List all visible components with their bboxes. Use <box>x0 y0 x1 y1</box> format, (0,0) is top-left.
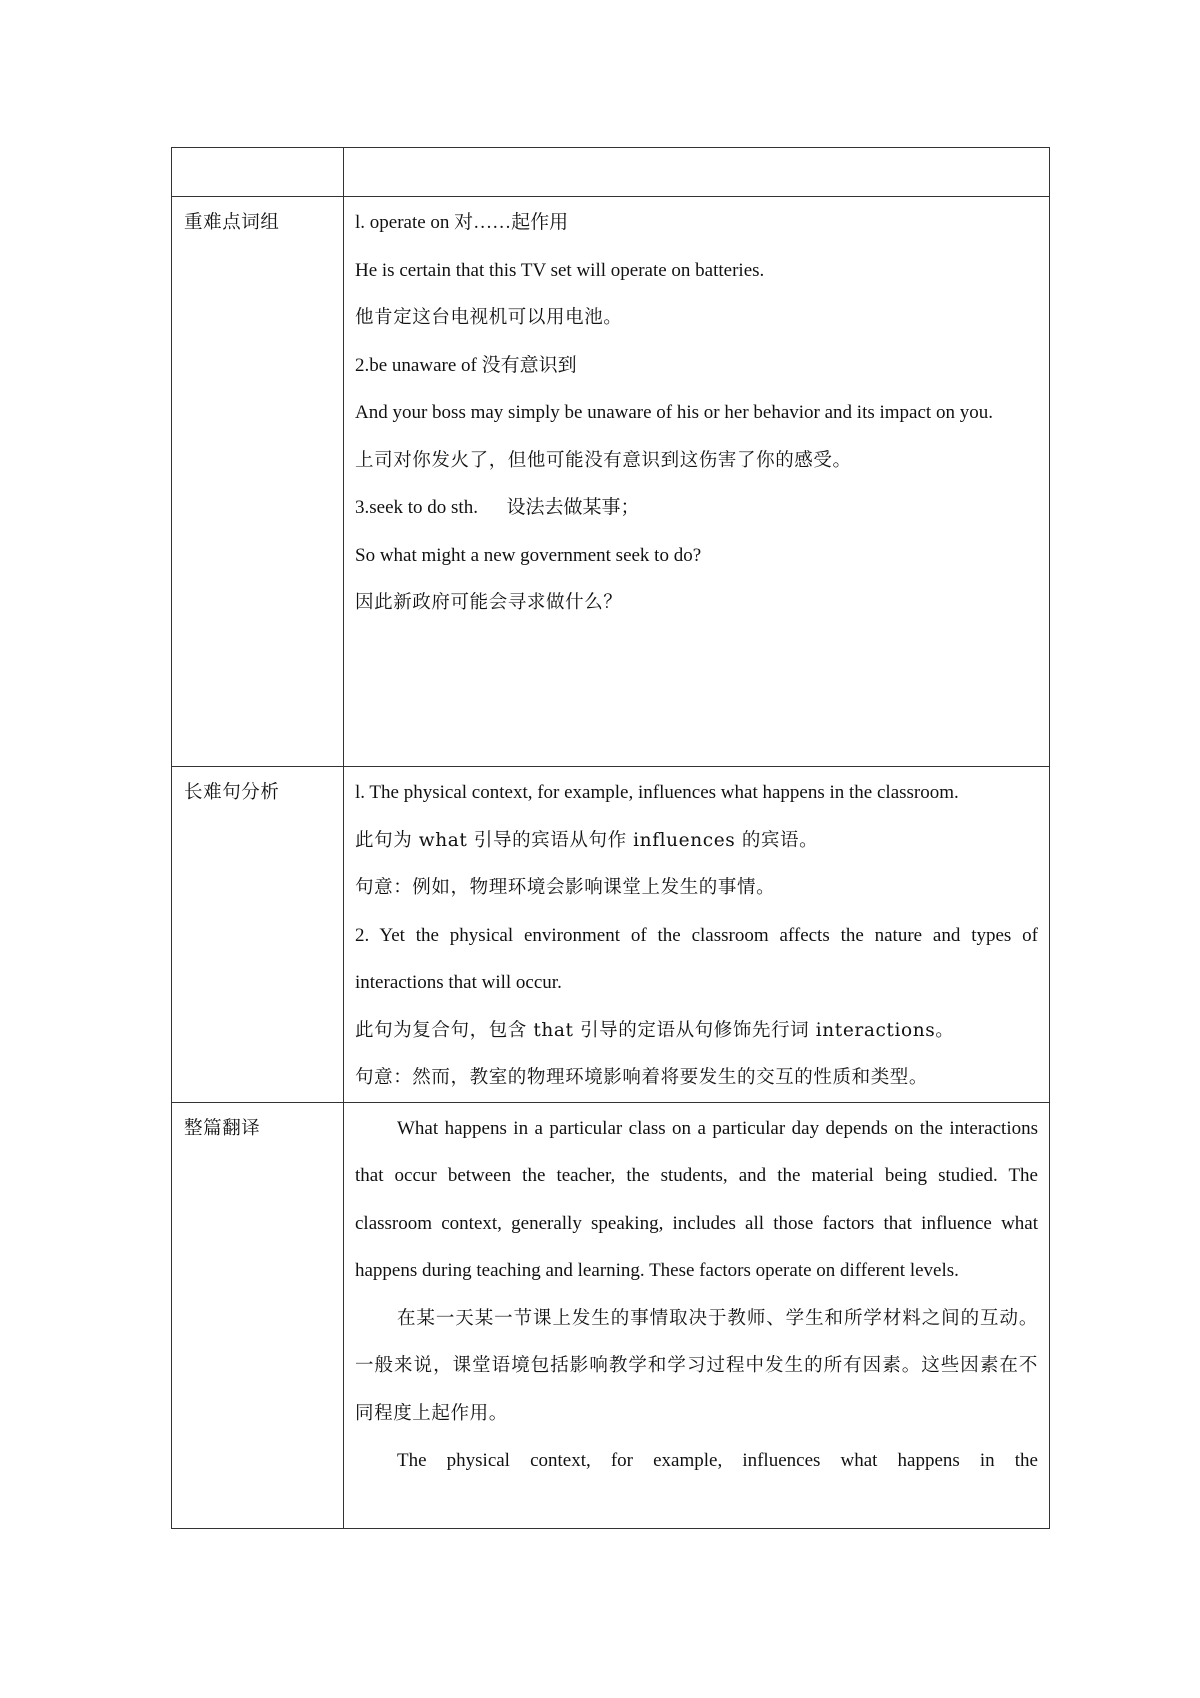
sentence-2-en: 2. Yet the physical environment of the classroom affects the nature and types of interactions that will occur. <box>355 924 1038 993</box>
key-phrases-label-cell <box>172 197 344 767</box>
phrase-3-example-zh: 因此新政府可能会寻求做什么？ <box>355 592 623 613</box>
phrase-1-heading: l. operate on 对……起作用 <box>355 212 569 233</box>
empty-content-cell <box>344 148 1050 197</box>
sentence-2-meaning: 句意：然而，教室的物理环境影响着将要发生的交互的性质和类型。 <box>355 1067 929 1088</box>
difficult-sentences-label: 长难句分析 <box>184 782 280 803</box>
full-translation-content-cell <box>344 1102 1050 1528</box>
phrase-3-example-en: So what might a new government seek to do? <box>355 544 702 566</box>
full-translation-label-cell <box>172 1102 344 1528</box>
difficult-sentences-label-cell <box>172 767 344 1103</box>
sentence-1-meaning: 句意：例如，物理环境会影响课堂上发生的事情。 <box>355 877 776 898</box>
difficult-sentences-content-cell <box>344 767 1050 1103</box>
table-row-key-phrases <box>172 197 1050 767</box>
phrase-2-heading: 2.be unaware of 没有意识到 <box>355 354 577 376</box>
table-row-difficult-sentences <box>172 767 1050 1103</box>
phrase-3-heading: 3.seek to do sth. 设法去做某事； <box>355 497 640 518</box>
translation-paragraph-zh-1: 在某一天某一节课上发生的事情取决于教师、学生和所学材料之间的互动。一般来说，课堂语境包括影响教学和学习过程中发生的所有因素。这些因素在不同程度上起作用。 <box>355 1307 1038 1424</box>
sentence-1-en: l. The physical context, for example, influences what happens in the classroom. <box>355 782 959 803</box>
sentence-1-analysis: 此句为 what 引导的宾语从句作 influences 的宾语。 <box>355 829 819 851</box>
table-row-empty <box>172 148 1050 197</box>
phrase-2-example-zh: 上司对你发火了，但他可能没有意识到这伤害了你的感受。 <box>355 449 852 471</box>
key-phrases-content-cell <box>344 197 1050 767</box>
phrase-1-example-zh: 他肯定这台电视机可以用电池。 <box>355 307 623 328</box>
phrase-1-example-en: He is certain that this TV set will operate on batteries. <box>355 259 765 281</box>
key-phrases-label: 重难点词组 <box>184 212 280 233</box>
full-translation-label: 整篇翻译 <box>184 1117 261 1139</box>
translation-paragraph-en-2: The physical context, for example, influences what happens in the <box>397 1450 1038 1471</box>
translation-paragraph-en-1: What happens in a particular class on a particular day depends on the interactions that occur between the teacher, the students, and the material being studied. The classroom context, generally speaking, includes all those factors that influence what happens during teaching and learning. These factors operate on different levels. <box>355 1117 1038 1281</box>
lesson-table <box>171 147 1050 1529</box>
sentence-2-analysis: 此句为复合句，包含 that 引导的定语从句修饰先行词 interactions。 <box>355 1019 955 1041</box>
table-row-full-translation <box>172 1102 1050 1528</box>
phrase-2-example-en: And your boss may simply be unaware of his or her behavior and its impact on you. <box>355 402 993 423</box>
empty-label-cell <box>172 148 344 197</box>
